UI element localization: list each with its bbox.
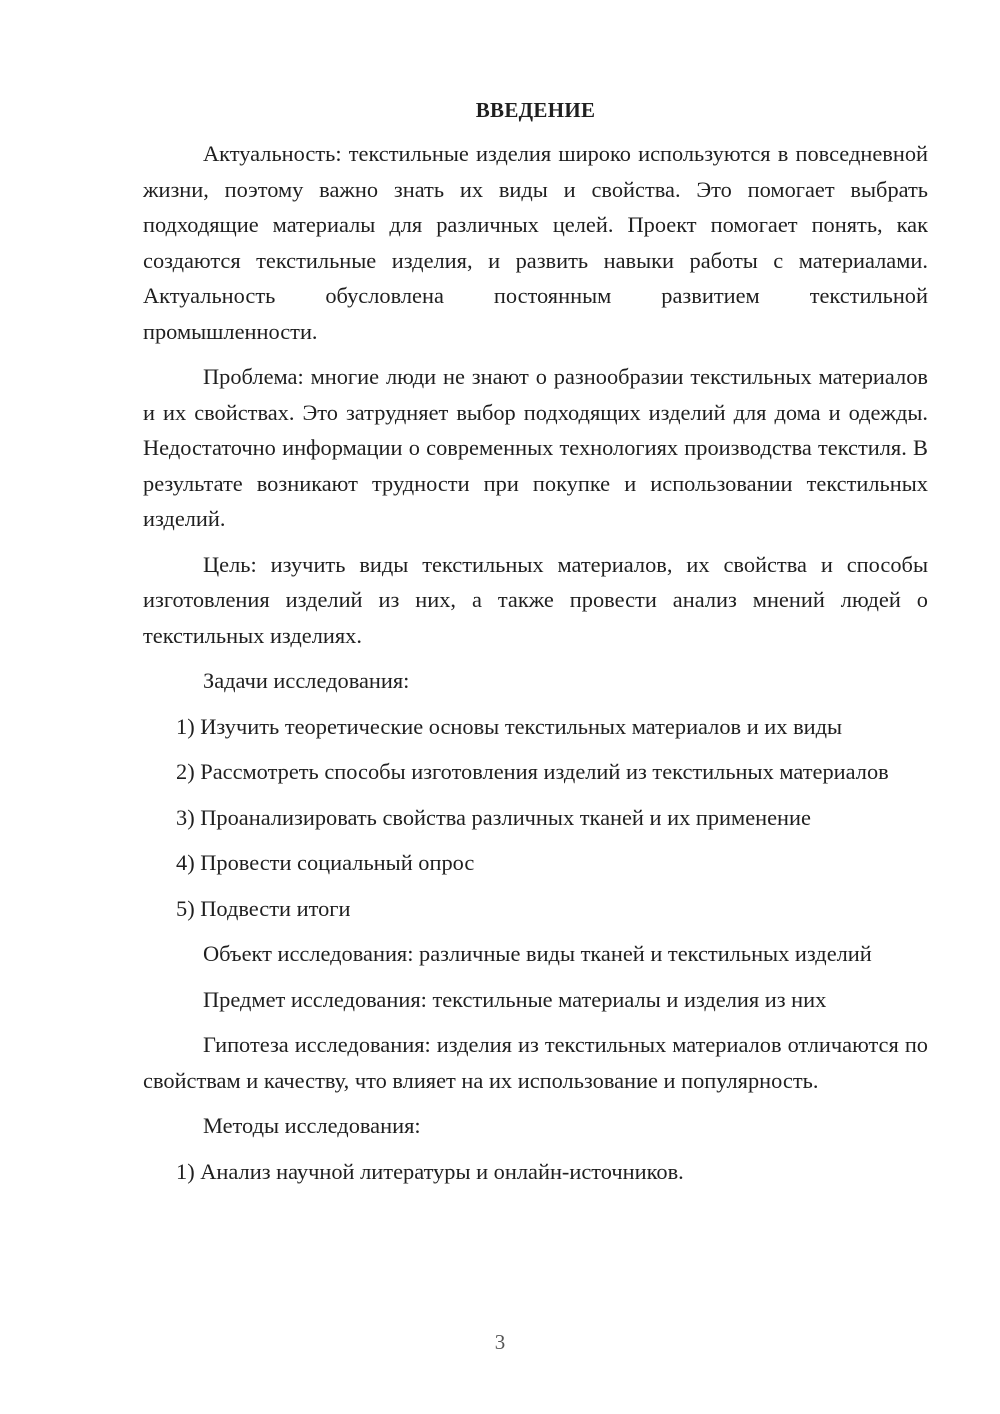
task-item-3: 3) Проанализировать свойства различных тканей и их применение (176, 804, 811, 830)
subject-paragraph: Предмет исследования: текстильные материалы и изделия из них (203, 986, 827, 1012)
task-item-1: 1) Изучить теоретические основы текстильных материалов и их виды (176, 713, 843, 739)
goal-paragraph: Цель: изучить виды текстильных материалов, их свойства и способы изготовления изделий из них, а также провести анализ мнений людей о текстильных изделиях. (143, 551, 928, 648)
object-paragraph: Объект исследования: различные виды тканей и текстильных изделий (203, 941, 872, 966)
hypothesis-paragraph: Гипотеза исследования: изделия из текстильных материалов отличаются по свойствам и качеству, что влияет на их использование и популярность. (143, 1032, 928, 1093)
method-item-1: 1) Анализ научной литературы и онлайн-источников. (176, 1158, 684, 1184)
problem-paragraph: Проблема: многие люди не знают о разнообразии текстильных материалов и их свойствах. Это затрудняет выбор подходящих изделий для дома и одежды. Недостаточно информации о современных технологиях производства текстиля. В результате возникают трудности при покупке и использовании текстильных изделий. (143, 364, 928, 531)
task-item-2: 2) Рассмотреть способы изготовления изделий из текстильных материалов (176, 759, 889, 784)
task-item-5: 5) Подвести итоги (176, 895, 351, 921)
page-title: ВВЕДЕНИЕ (475, 98, 596, 122)
tasks-heading: Задачи исследования: (203, 668, 410, 693)
document-page (143, 95, 928, 1199)
methods-heading: Методы исследования: (203, 1113, 421, 1138)
page-number: 3 (494, 1330, 506, 1354)
task-item-4: 4) Провести социальный опрос (176, 850, 475, 875)
relevance-paragraph: Актуальность: текстильные изделия широко используются в повседневной жизни, поэтому важно знать их виды и свойства. Это помогает выбрать подходящие материалы для различных целей. Проект помогает понять, как создаются текстильные изделия, и развить навыки работы с материалами. Актуальность обусловлена постоянным развитием текстильной промышленности. (143, 141, 928, 344)
